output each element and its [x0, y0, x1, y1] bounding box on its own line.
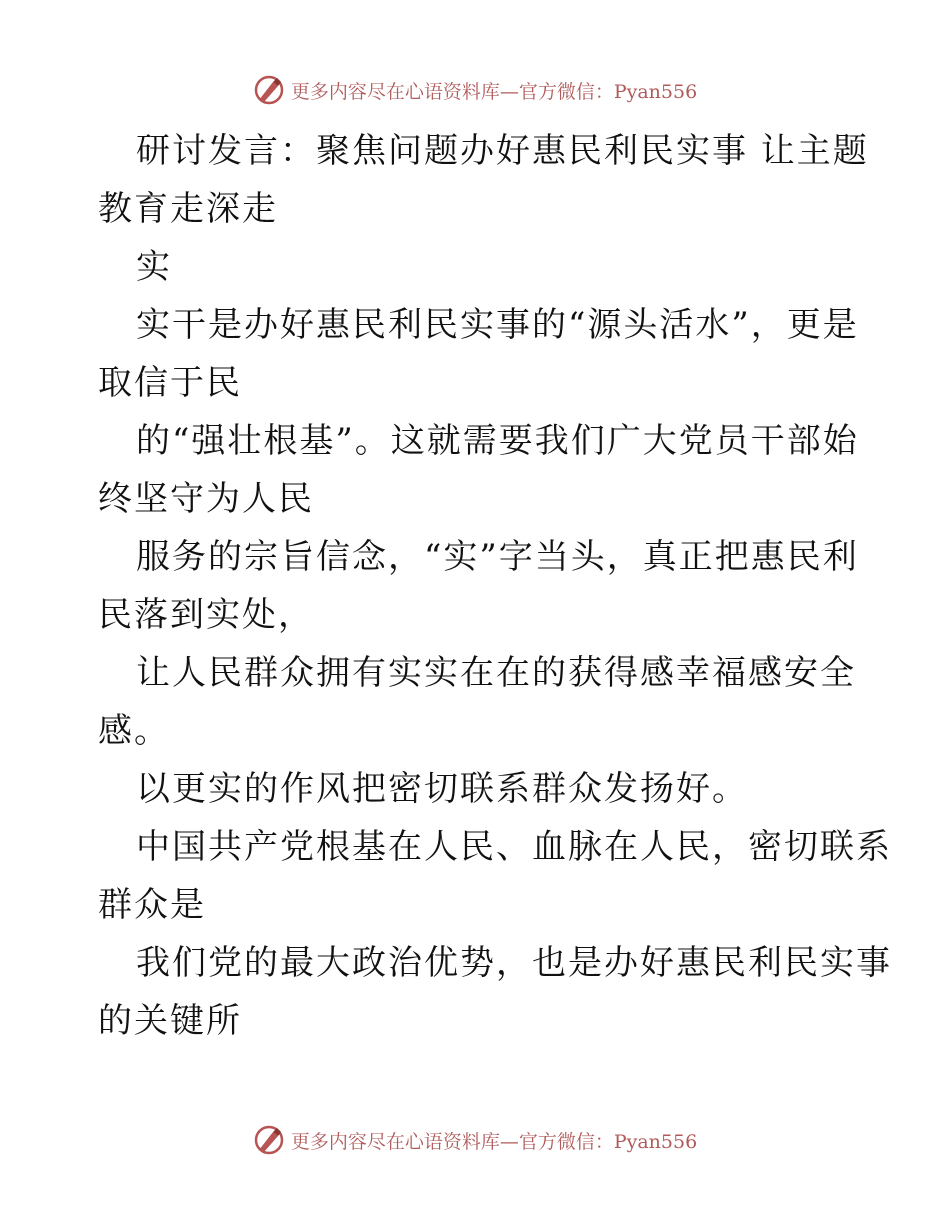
pen-logo-icon [253, 1124, 285, 1156]
text-line: 实干是办好惠民利民实事的“源头活水”，更是 [136, 305, 859, 345]
footer-text: 更多内容尽在心语资料库—官方微信：Pyan556 [290, 1130, 698, 1153]
text-line: 中国共产党根基在人民、血脉在人民，密切联系 [136, 827, 892, 867]
footer-watermark [0, 1122, 950, 1158]
document-body [98, 122, 892, 1050]
text-line: 取信于民 [98, 363, 242, 403]
text-line: 教育走深走 [98, 189, 278, 229]
text-line: 的关键所 [98, 1001, 242, 1041]
text-line: 感。 [98, 711, 170, 751]
text-line: 终坚守为人民 [98, 479, 314, 519]
text-line: 让人民群众拥有实实在在的获得感幸福感安全 [136, 653, 856, 693]
text-line: 群众是 [98, 885, 206, 925]
text-line: 的“强壮根基”。这就需要我们广大党员干部始 [136, 421, 859, 461]
text-line: 以更实的作风把密切联系群众发扬好。 [136, 769, 748, 809]
text-line: 我们党的最大政治优势，也是办好惠民利民实事 [136, 943, 892, 983]
text-line: 研讨发言：聚焦问题办好惠民利民实事 让主题 [136, 131, 869, 171]
header-watermark [0, 72, 950, 108]
text-line: 实 [136, 247, 172, 287]
pen-logo-icon [253, 74, 285, 106]
text-line: 民落到实处， [98, 595, 314, 635]
header-text: 更多内容尽在心语资料库—官方微信：Pyan556 [290, 80, 698, 103]
text-line: 服务的宗旨信念，“实”字当头，真正把惠民利 [136, 537, 859, 577]
